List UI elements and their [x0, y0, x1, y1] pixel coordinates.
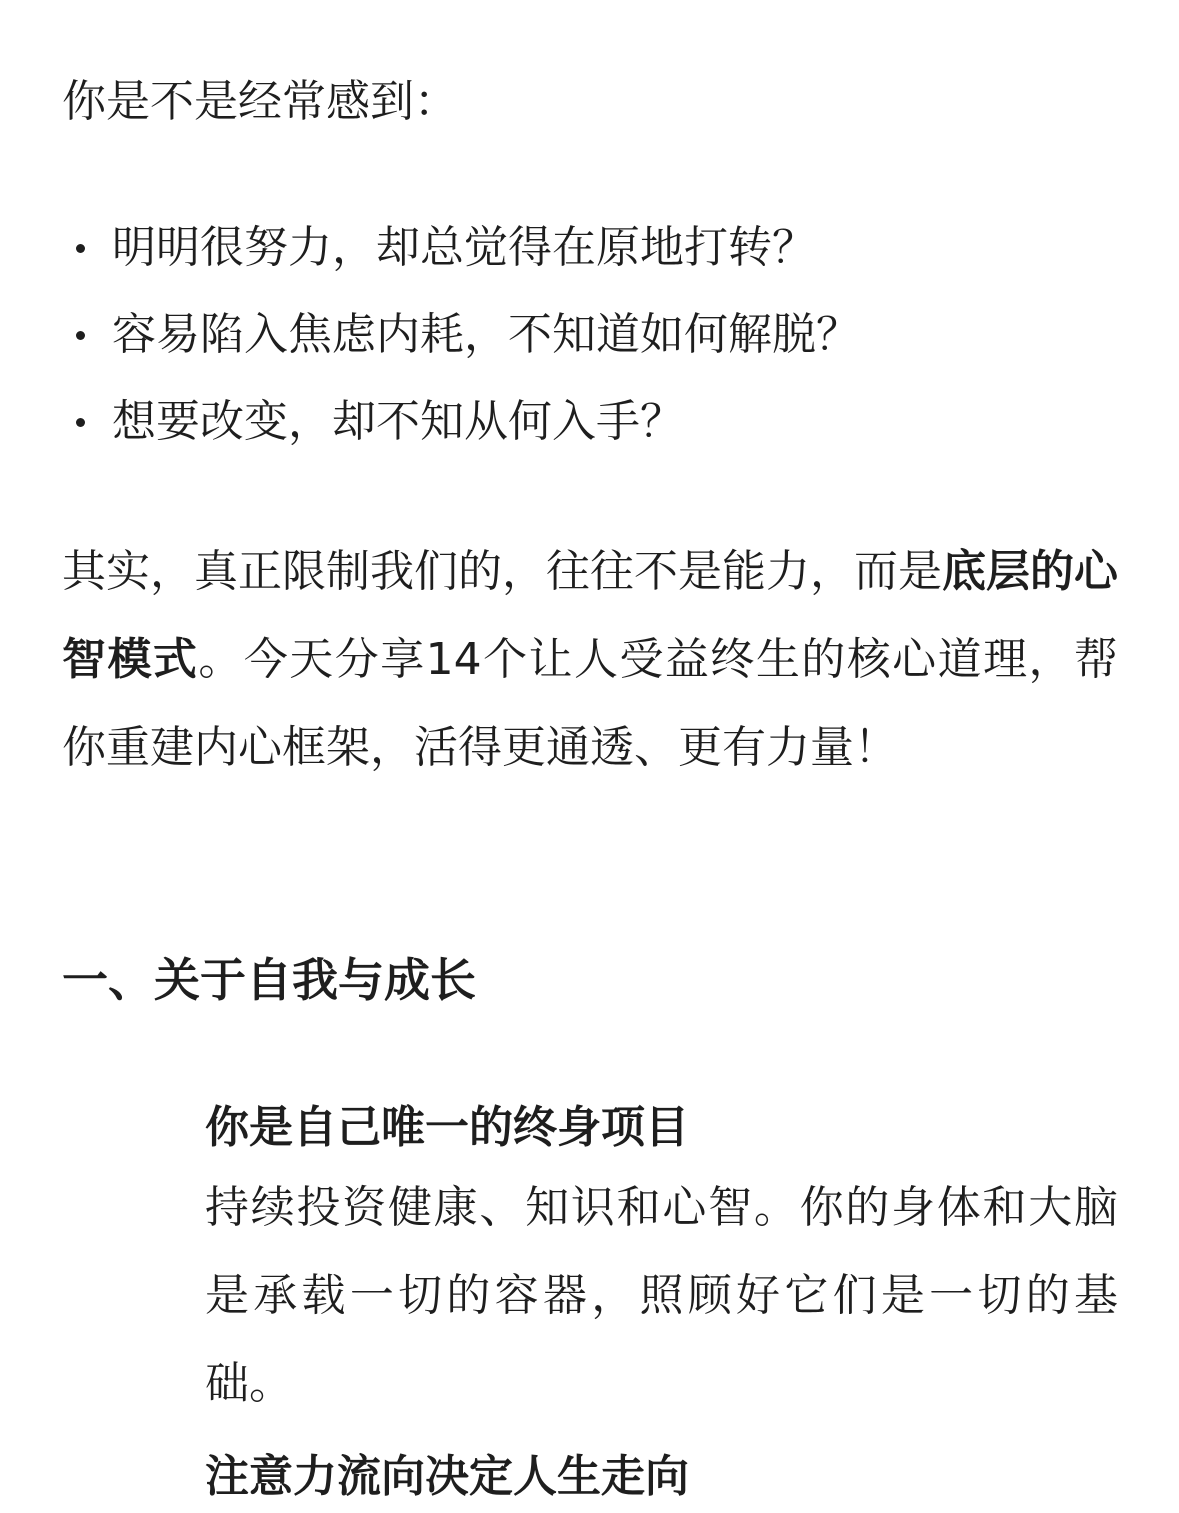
principle-title: 你是自己唯一的终身项目: [205, 1102, 689, 1153]
bullet-dot-icon: [76, 331, 85, 340]
bullet-dot-icon: [76, 418, 85, 427]
paragraph-text-end: 。今天分享14个让人受益终生的核心道理，帮你重建内心框架，活得更通透、更有力量！: [62, 634, 1118, 773]
list-item-text: 明明很努力，却总觉得在原地打转？: [112, 222, 816, 273]
list-item-text: 容易陷入焦虑内耗，不知道如何解脱？: [112, 309, 860, 360]
intro-paragraph: [62, 528, 1118, 792]
principle-body: 持续投资健康、知识和心智。你的身体和大脑是承载一切的容器，照顾好它们是一切的基础。: [205, 1182, 1118, 1409]
list-item-text: 想要改变，却不知从何入手？: [112, 396, 684, 447]
principle-item: [205, 1092, 1118, 1428]
principle-title: 注意力流向决定人生走向: [205, 1451, 689, 1502]
list-item: [62, 389, 860, 476]
bullet-dot-icon: [76, 244, 85, 253]
intro-question: 你是不是经常感到：: [62, 76, 458, 127]
section-heading: 一、关于自我与成长: [62, 953, 476, 1007]
principle-item: [205, 1441, 1118, 1513]
paragraph-text-start: 其实，真正限制我们的，往往不是能力，而是: [62, 546, 942, 597]
paragraph-emphasis: 底层的心智模式: [62, 546, 1118, 685]
bullet-list: [62, 215, 860, 476]
list-item: [62, 302, 860, 389]
list-item: [62, 215, 860, 302]
